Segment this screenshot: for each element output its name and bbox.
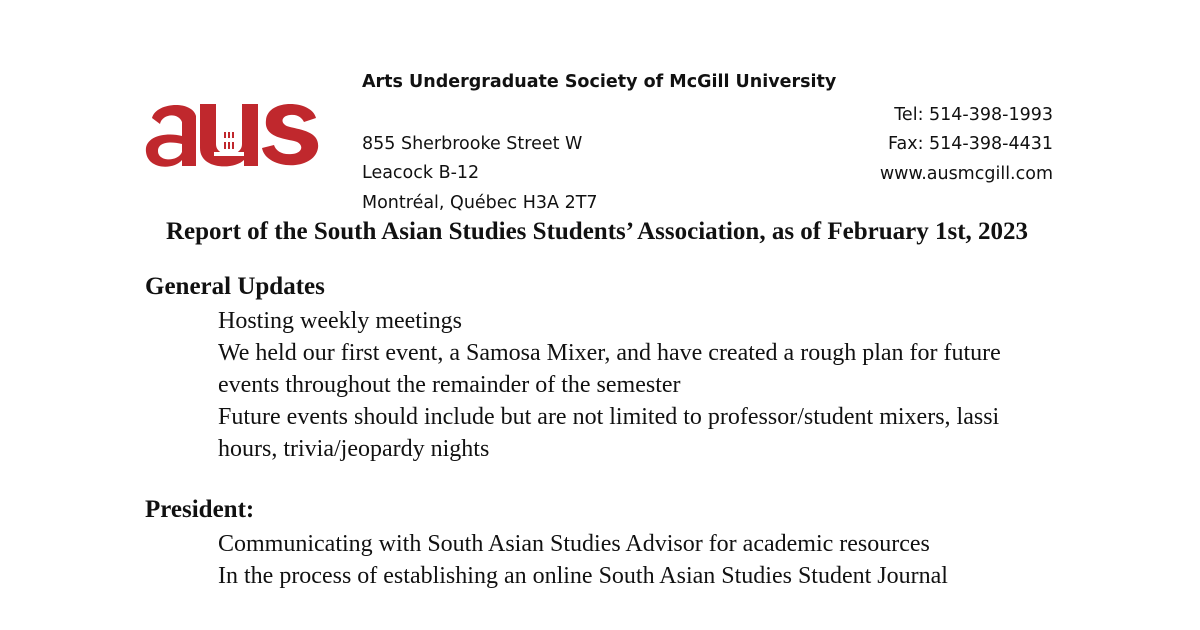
contact-fax: Fax: 514-398-4431	[888, 134, 1053, 155]
contact-website[interactable]: www.ausmcgill.com	[879, 163, 1053, 184]
list-item: Future events should include but are not limited to professor/student mixers, lassi hours, trivia/jeopardy nights	[218, 404, 1000, 462]
address-city: Montréal, Québec H3A 2T7	[362, 192, 598, 213]
president-list	[218, 528, 1018, 592]
address-street: 855 Sherbrooke Street W	[362, 134, 583, 154]
general-updates-list	[218, 305, 1018, 465]
organization-name: Arts Undergraduate Society of McGill University	[362, 72, 837, 92]
contact-block	[880, 101, 1053, 189]
section-heading-president: President:	[145, 496, 255, 523]
list-item: Communicating with South Asian Studies Advisor for academic resources	[218, 531, 930, 557]
aus-logo	[144, 96, 322, 170]
report-title: Report of the South Asian Studies Students’ Association, as of February 1st, 2023	[165, 218, 1029, 245]
address-building: Leacock B-12	[362, 163, 480, 184]
section-heading-general-updates: General Updates	[145, 273, 325, 300]
contact-tel: Tel: 514-398-1993	[894, 105, 1053, 125]
address-block	[362, 130, 598, 218]
list-item: In the process of establishing an online South Asian Studies Student Journal	[218, 563, 948, 589]
list-item: Hosting weekly meetings	[218, 308, 462, 334]
list-item: We held our first event, a Samosa Mixer, and have created a rough plan for future events throughout the remainder of the semester	[218, 340, 1001, 398]
next-section-heading-cropped	[145, 612, 285, 630]
